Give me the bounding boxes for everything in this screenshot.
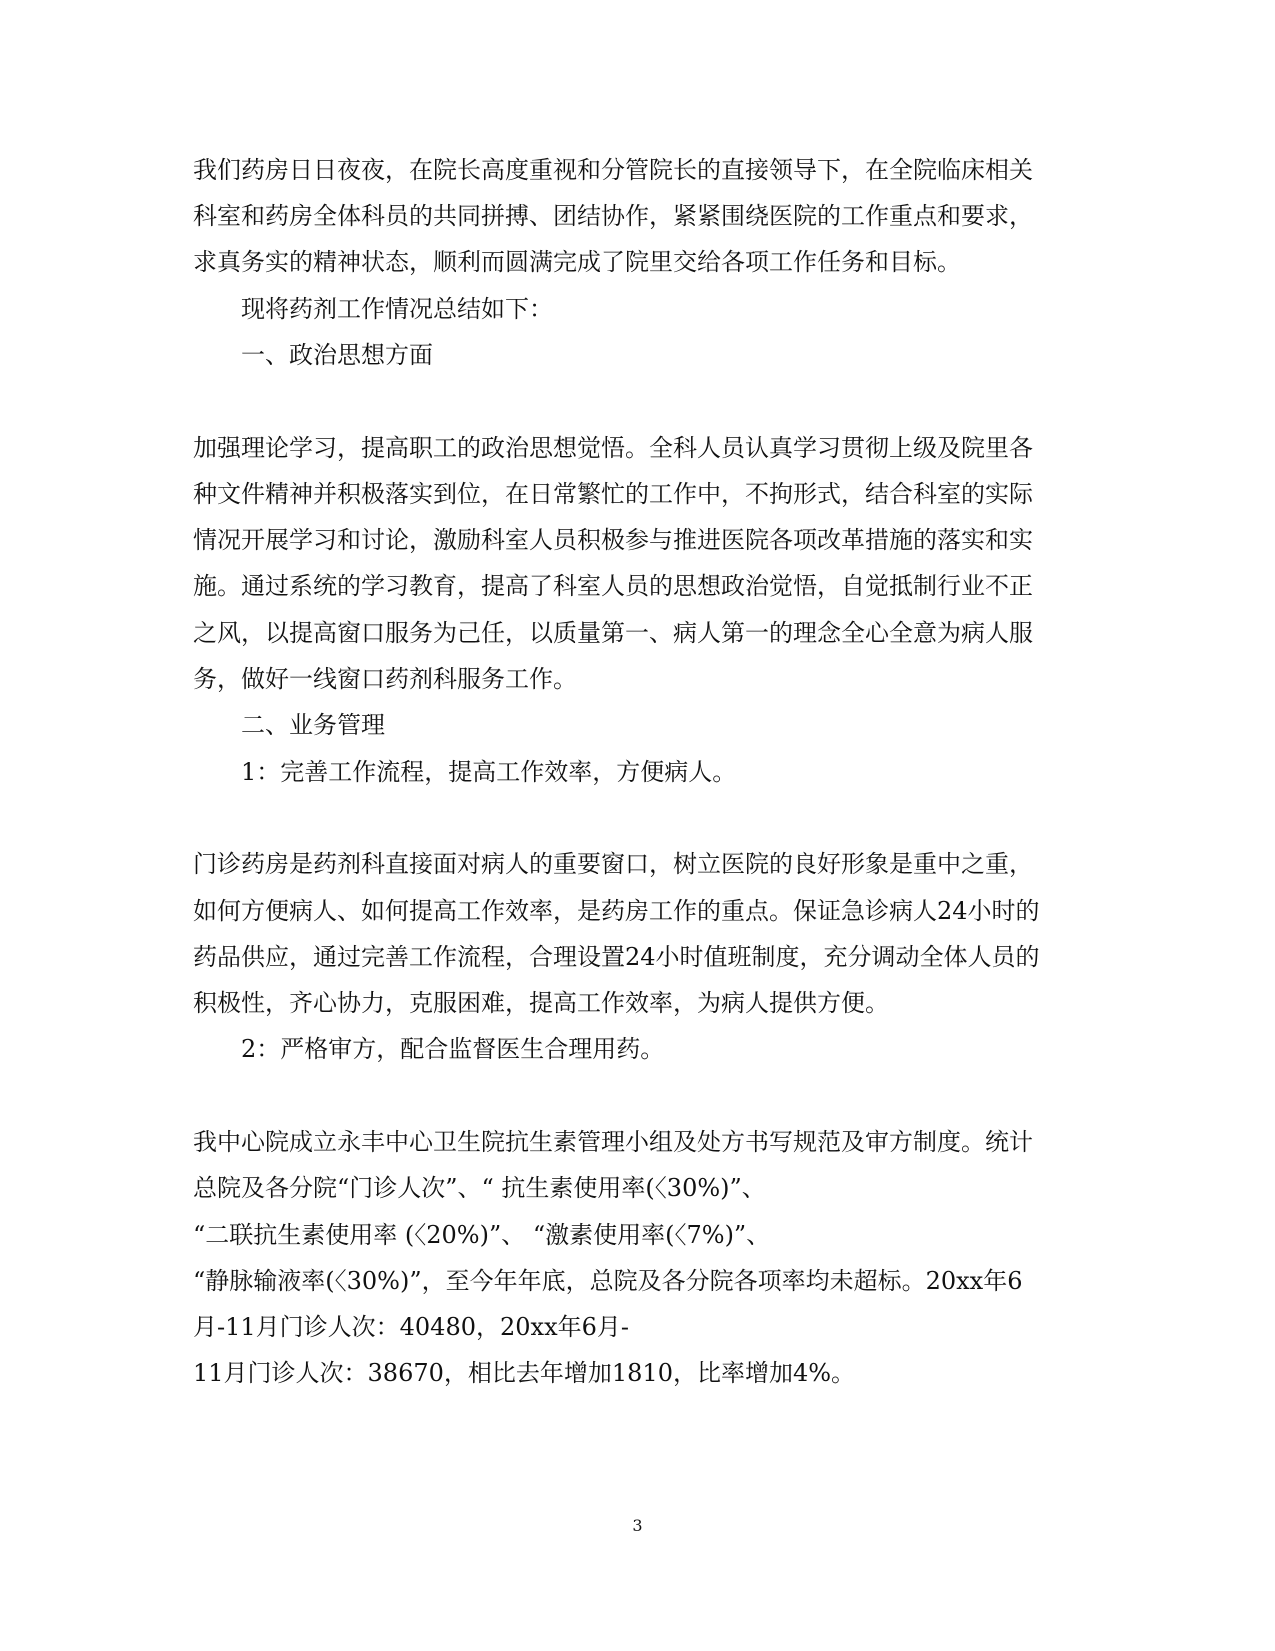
text-line: 我们药房日日夜夜，在院长高度重视和分管院长的直接领导下，在全院临床相关 xyxy=(193,156,1033,184)
subsection-heading: 1：完善工作流程，提高工作效率，方便病人。 xyxy=(241,758,737,786)
text-line: 务，做好一线窗口药剂科服务工作。 xyxy=(193,665,577,693)
text-line: 之风，以提高窗口服务为己任，以质量第一、病人第一的理念全心全意为病人服 xyxy=(193,619,1033,647)
text-line: 科室和药房全体科员的共同拼搏、团结协作，紧紧围绕医院的工作重点和要求， xyxy=(193,202,1033,230)
text-line: 门诊药房是药剂科直接面对病人的重要窗口，树立医院的良好形象是重中之重， xyxy=(193,850,1033,878)
text-line: 求真务实的精神状态，顺利而圆满完成了院里交给各项工作任务和目标。 xyxy=(193,248,961,276)
text-line: 现将药剂工作情况总结如下： xyxy=(241,295,553,323)
text-line: 情况开展学习和讨论，激励科室人员积极参与推进医院各项改革措施的落实和实 xyxy=(193,526,1033,554)
text-line: “静脉输液率(〈30%)”，至今年年底，总院及各分院各项率均未超标。20xx年6 xyxy=(193,1267,1023,1295)
subsection-heading: 2：严格审方，配合监督医生合理用药。 xyxy=(241,1035,665,1063)
text-line: 加强理论学习，提高职工的政治思想觉悟。全科人员认真学习贯彻上级及院里各 xyxy=(193,434,1033,462)
text-line: 如何方便病人、如何提高工作效率，是药房工作的重点。保证急诊病人24小时的 xyxy=(193,897,1040,925)
text-line: 种文件精神并积极落实到位，在日常繁忙的工作中，不拘形式，结合科室的实际 xyxy=(193,480,1033,508)
text-line: “二联抗生素使用率 (〈20%)”、 “激素使用率(〈7%)”、 xyxy=(193,1221,771,1249)
text-line: 总院及各分院“门诊人次”、“ 抗生素使用率(〈30%)”、 xyxy=(193,1174,766,1202)
text-line: 药品供应，通过完善工作流程，合理设置24小时值班制度，充分调动全体人员的 xyxy=(193,943,1040,971)
text-line: 施。通过系统的学习教育，提高了科室人员的思想政治觉悟，自觉抵制行业不正 xyxy=(193,572,1033,600)
section-heading: 二、业务管理 xyxy=(241,711,385,739)
section-heading: 一、政治思想方面 xyxy=(241,341,433,369)
text-line: 11月门诊人次：38670，相比去年增加1810，比率增加4%。 xyxy=(193,1359,856,1387)
text-line: 积极性，齐心协力，克服困难，提高工作效率，为病人提供方便。 xyxy=(193,989,889,1017)
text-line: 我中心院成立永丰中心卫生院抗生素管理小组及处方书写规范及审方制度。统计 xyxy=(193,1128,1033,1156)
text-line: 月-11月门诊人次：40480，20xx年6月- xyxy=(193,1313,629,1341)
page-number: 3 xyxy=(632,1516,643,1535)
